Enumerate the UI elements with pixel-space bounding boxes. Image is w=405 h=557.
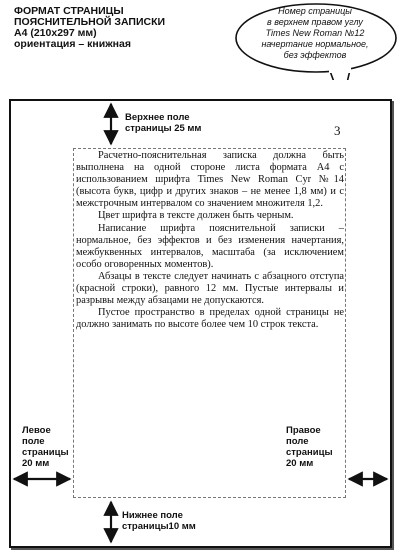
- callout-line-5: без эффектов: [283, 50, 347, 60]
- callout-line-3: Times New Roman №12: [265, 28, 365, 38]
- right-margin-line-4: 20 мм: [286, 458, 314, 469]
- paragraph-1: Расчетно-пояснительная записка должна быть выполнена на одной стороне листа формата А4 с использованием шрифта Times New Roman Cyr №14 (высота букв, цифр и других знаков – не менее 1,8 мм) и с межстрочным интервалом со значением множителя 1,2.: [76, 150, 344, 210]
- paragraph-5: Пустое пространство в пределах одной страницы не должно занимать по высоте более чем 10 строк текста.: [76, 307, 344, 331]
- right-margin-label: [286, 425, 333, 469]
- left-margin-label: [22, 425, 69, 469]
- left-margin-line-2: поле: [22, 436, 45, 447]
- callout-line-1: Номер страницы: [278, 6, 352, 16]
- bottom-margin-line-2: страницы10 мм: [122, 521, 196, 532]
- top-margin-line-1: Верхнее поле: [125, 112, 190, 123]
- paragraph-4: Абзацы в тексте следует начинать с абзацного отступа (красной строки), равного 12 мм. Пустые интервалы и разрывы между абзацами не допускаются.: [76, 270, 344, 307]
- left-margin-line-3: страницы: [22, 447, 69, 458]
- bottom-margin-line-1: Нижнее поле: [122, 510, 183, 521]
- callout-line-2: в верхнем правом углу: [267, 17, 363, 27]
- right-margin-line-1: Правое: [286, 425, 321, 436]
- callout-line-4: начертание нормальное,: [261, 39, 369, 49]
- left-margin-line-4: 20 мм: [22, 458, 50, 469]
- left-margin-line-1: Левое: [22, 425, 51, 436]
- heading-line-4: ориентация – книжная: [14, 38, 131, 50]
- right-margin-line-3: страницы: [286, 447, 333, 458]
- heading-line-2: ПОЯСНИТЕЛЬНОЙ ЗАПИСКИ: [14, 16, 166, 28]
- page-number: 3: [334, 123, 341, 138]
- heading-line-3: А4 (210x297 мм): [14, 27, 97, 39]
- top-margin-label: [125, 112, 201, 134]
- top-margin-line-2: страницы 25 мм: [125, 123, 202, 134]
- paragraph-2: Цвет шрифта в тексте должен быть черным.: [98, 210, 294, 222]
- right-margin-line-2: поле: [286, 436, 309, 447]
- bottom-margin-label: [122, 510, 196, 532]
- paragraph-3: Написание шрифта пояснительной записки – нормальное, без эффектов и без изменения начертания, межбуквенных интервалов, масштаба (за исключением особо оговоренных моментов).: [76, 222, 344, 270]
- heading-line-1: ФОРМАТ СТРАНИЦЫ: [14, 5, 124, 17]
